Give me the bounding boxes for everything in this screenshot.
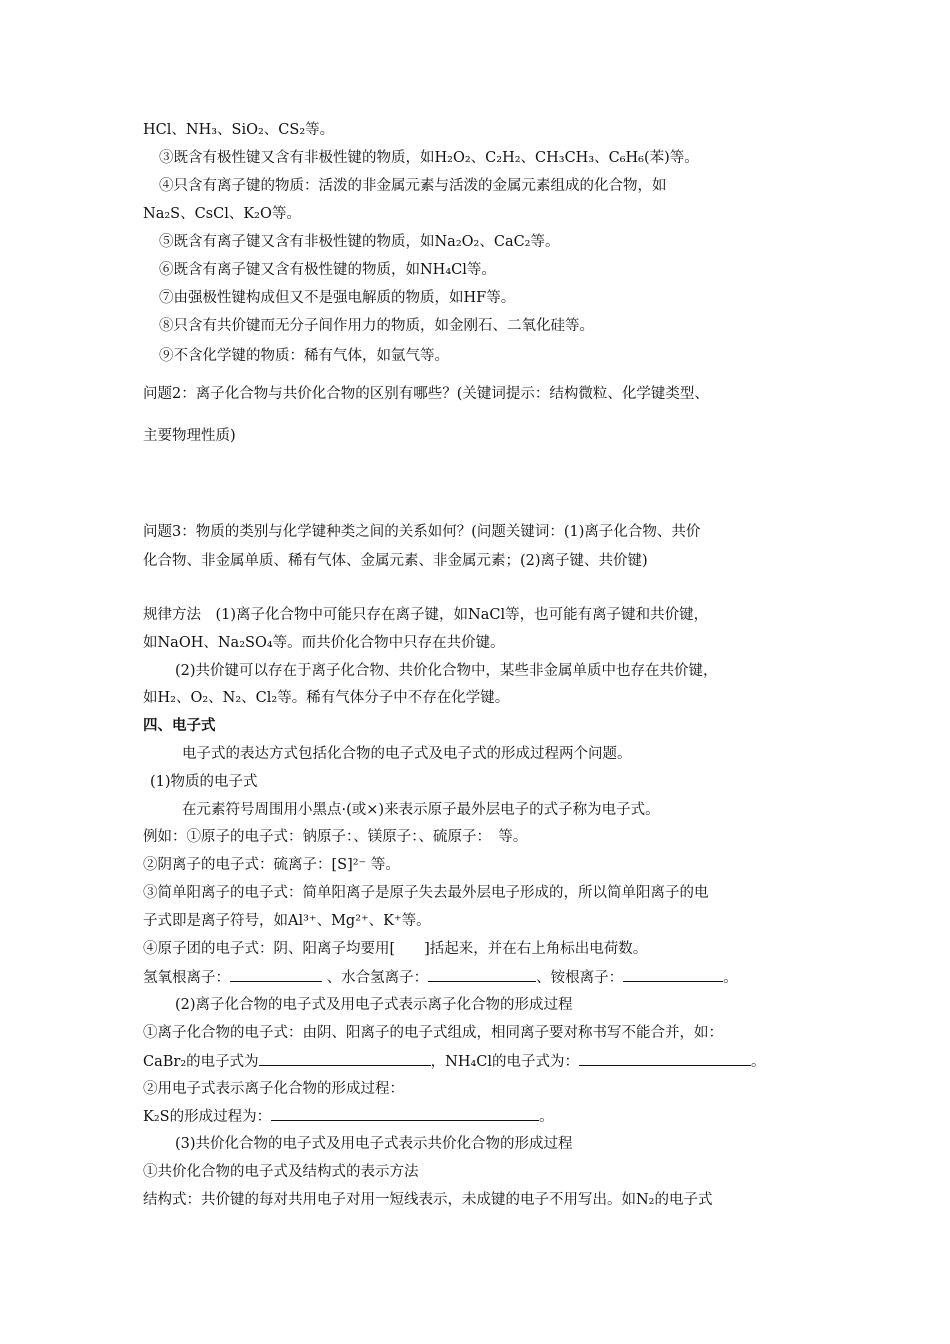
label: 氢氧根离子： — [143, 970, 230, 986]
question-3: 问题3：物质的类别与化学键种类之间的关系如何？(问题关键词：(1)离子化合物、共价 — [143, 524, 701, 540]
text-line: 如H₂、O₂、N₂、Cl₂等。稀有气体分子中不存在化学键。 — [143, 690, 510, 706]
label: ，NH₄Cl的电子式为： — [430, 1054, 580, 1070]
text-line: 电子式的表达方式包括化合物的电子式及电子式的形成过程两个问题。 — [182, 746, 632, 762]
text-line: ②阴离子的电子式：硫离子：[S]²⁻ 等。 — [143, 857, 400, 873]
answer-blank[interactable] — [271, 1106, 539, 1121]
text-line: ④只含有离子键的物质：活泼的非金属元素与活泼的金属元素组成的化合物，如 — [159, 178, 667, 194]
text-line: ①离子化合物的电子式：由阴、阳离子的电子式组成，相同离子要对称书写不能合并，如： — [143, 1025, 723, 1041]
text-line: 结构式：共价键的每对共用电子对用一短线表示，未成键的电子不用写出。如N₂的电子式 — [143, 1192, 713, 1208]
text-line: ⑤既含有离子键又含有非极性键的物质，如Na₂O₂、CaC₂等。 — [159, 234, 560, 250]
question-2-cont: 主要物理性质) — [143, 428, 236, 444]
text-line: Na₂S、CsCl、K₂O等。 — [143, 206, 301, 222]
fill-in-line — [143, 967, 738, 988]
answer-blank[interactable] — [230, 967, 322, 982]
answer-blank[interactable] — [623, 967, 723, 982]
text-line: (2)共价键可以存在于离子化合物、共价化合物中，某些非金属单质中也存在共价键， — [175, 663, 718, 679]
answer-blank[interactable] — [579, 1051, 751, 1066]
text-line: ⑥既含有离子键又含有极性键的物质，如NH₄Cl等。 — [159, 262, 496, 278]
text-line: HCl、NH₃、SiO₂、CS₂等。 — [143, 122, 335, 138]
label: 、铵根离子： — [536, 970, 624, 986]
fill-in-line — [143, 1051, 766, 1072]
text-line: 如NaOH、Na₂SO₄等。而共价化合物中只存在共价键。 — [143, 635, 505, 651]
text-line: ④原子团的电子式：阴、阳离子均要用[ ]括起来，并在右上角标出电荷数。 — [143, 941, 648, 957]
rule-method: 规律方法 (1)离子化合物中可能只存在离子键，如NaCl等，也可能有离子键和共价键， — [143, 607, 709, 623]
text-line: ①共价化合物的电子式及结构式的表示方法 — [143, 1164, 419, 1180]
text-line: 子式即是离子符号，如Al³⁺、Mg²⁺、K⁺等。 — [143, 913, 431, 929]
text-line: ③既含有极性键又含有非极性键的物质，如H₂O₂、C₂H₂、CH₃CH₃、C₆H₆(苯)等。 — [159, 150, 699, 166]
text-line: ②用电子式表示离子化合物的形成过程： — [143, 1081, 404, 1097]
text-line: ⑦由强极性键构成但又不是强电解质的物质，如HF等。 — [159, 290, 516, 306]
label: 。 — [723, 970, 738, 986]
label: 、水合氢离子： — [326, 970, 429, 986]
label: CaBr₂的电子式为 — [143, 1054, 259, 1070]
text-line: ⑨不含化学键的物质：稀有气体，如氩气等。 — [159, 348, 449, 364]
answer-blank[interactable] — [259, 1051, 431, 1066]
answer-blank[interactable] — [428, 967, 536, 982]
text-line: ③简单阳离子的电子式：简单阳离子是原子失去最外层电子形成的，所以简单阳离子的电 — [143, 885, 709, 901]
text-line: ⑧只含有共价键而无分子间作用力的物质，如金刚石、二氧化硅等。 — [159, 318, 594, 334]
subheading: (2)离子化合物的电子式及用电子式表示离子化合物的形成过程 — [175, 997, 573, 1013]
label: K₂S的形成过程为： — [143, 1109, 272, 1125]
label: 。 — [751, 1054, 766, 1070]
text-line: 例如：①原子的电子式：钠原子：、镁原子：、硫原子： 等。 — [143, 829, 528, 845]
text-line: 在元素符号周围用小黑点·(或×)来表示原子最外层电子的式子称为电子式。 — [182, 802, 660, 818]
question-2: 问题2：离子化合物与共价化合物的区别有哪些？(关键词提示：结构微粒、化学键类型、 — [143, 386, 709, 402]
subheading: (3)共价化合物的电子式及用电子式表示共价化合物的形成过程 — [175, 1136, 573, 1152]
section-heading: 四、电子式 — [143, 718, 216, 734]
question-3-cont: 化合物、非金属单质、稀有气体、金属元素、非金属元素；(2)离子键、共价键) — [143, 553, 648, 569]
fill-in-line — [143, 1106, 554, 1127]
subheading: (1)物质的电子式 — [150, 774, 258, 790]
label: 。 — [539, 1109, 554, 1125]
